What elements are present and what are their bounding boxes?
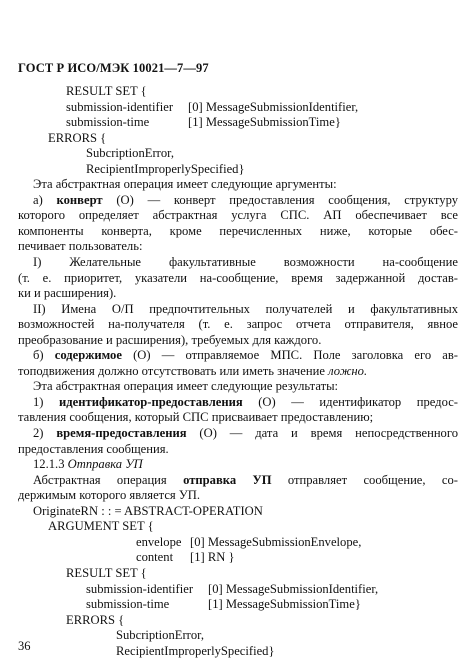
text-line: RecipientImproperlySpecified} xyxy=(116,643,275,658)
text-line: ERRORS { xyxy=(48,130,107,145)
text-line: (т. е. приоритет, указатели на-сообщение, время задержанной достав- xyxy=(18,270,458,285)
text-line: предоставления сообщения. xyxy=(18,441,169,456)
text-line: RESULT SET { xyxy=(66,565,147,580)
text-line: submission-identifier [0] MessageSubmissionIdentifier, xyxy=(86,581,379,596)
text-line: которого определяет абстрактная услуга СПС. АП обеспечивает все xyxy=(18,208,458,223)
text-line: 1) идентификатор-предоставления (О) — идентификатор предос- xyxy=(33,394,458,409)
text-line: тавления сообщения, который СПС присваивает предоставлению; xyxy=(18,410,374,425)
text-line: submission-time [1] MessageSubmissionTime} xyxy=(86,597,361,612)
text-line: ARGUMENT SET { xyxy=(48,519,154,534)
text-line: OriginateRN : : = ABSTRACT-OPERATION xyxy=(33,503,263,518)
text-line: RESULT SET { xyxy=(66,84,147,98)
text-line: держимым которого является УП. xyxy=(18,488,201,503)
text-line: 2) время-предоставления (О) — дата и время непосредственного xyxy=(33,426,458,441)
text-line: а) конверт (О) — конверт предоставления сообщения, структуру xyxy=(33,192,458,207)
text-line: submission-time [1] MessageSubmissionTime} xyxy=(66,115,341,130)
text-line: Абстрактная операция отправка УП отправляет сообщение, со- xyxy=(33,472,458,487)
text-line: печивает пользователь: xyxy=(18,239,143,254)
text-line: envelope [0] MessageSubmissionEnvelope, xyxy=(136,534,362,549)
document-body xyxy=(18,84,458,659)
text-line: submission-identifier [0] MessageSubmissionIdentifier, xyxy=(66,99,359,114)
text-line: б) содержимое (О) — отправляемое МПС. Поле заголовка его ав- xyxy=(33,348,459,363)
text-line: I) Желательные факультативные возможности на-сообщение xyxy=(33,255,458,270)
text-line: SubcriptionError, xyxy=(86,146,174,161)
text-line: возможностей на-получателя (т. е. запрос отчета отправителя, явное xyxy=(18,317,458,332)
page-header: ГОСТ Р ИСО/МЭК 10021—7—97 xyxy=(18,61,209,75)
text-line: II) Имена О/П предпочтительных получателей и факультативных xyxy=(33,301,458,316)
text-line: RecipientImproperlySpecified} xyxy=(86,161,245,176)
text-line: компоненты конверта, кроме перечисленных ниже, которые обес- xyxy=(18,223,458,238)
text-line: топодвижения должно отсутствовать или иметь значение ложно. xyxy=(18,363,368,378)
text-line: преобразование и расширения), требуемых для каждого. xyxy=(18,332,322,347)
text-line: Эта абстрактная операция имеет следующие аргументы: xyxy=(33,177,337,192)
text-line: Эта абстрактная операция имеет следующие результаты: xyxy=(33,379,339,394)
page-number: 36 xyxy=(18,639,31,653)
text-line: ки и расширения). xyxy=(18,286,117,301)
text-line: SubcriptionError, xyxy=(116,628,204,643)
text-line: ERRORS { xyxy=(66,612,125,627)
section-heading: 12.1.3 Отправка УП xyxy=(33,457,143,472)
text-line: content [1] RN } xyxy=(136,550,235,565)
